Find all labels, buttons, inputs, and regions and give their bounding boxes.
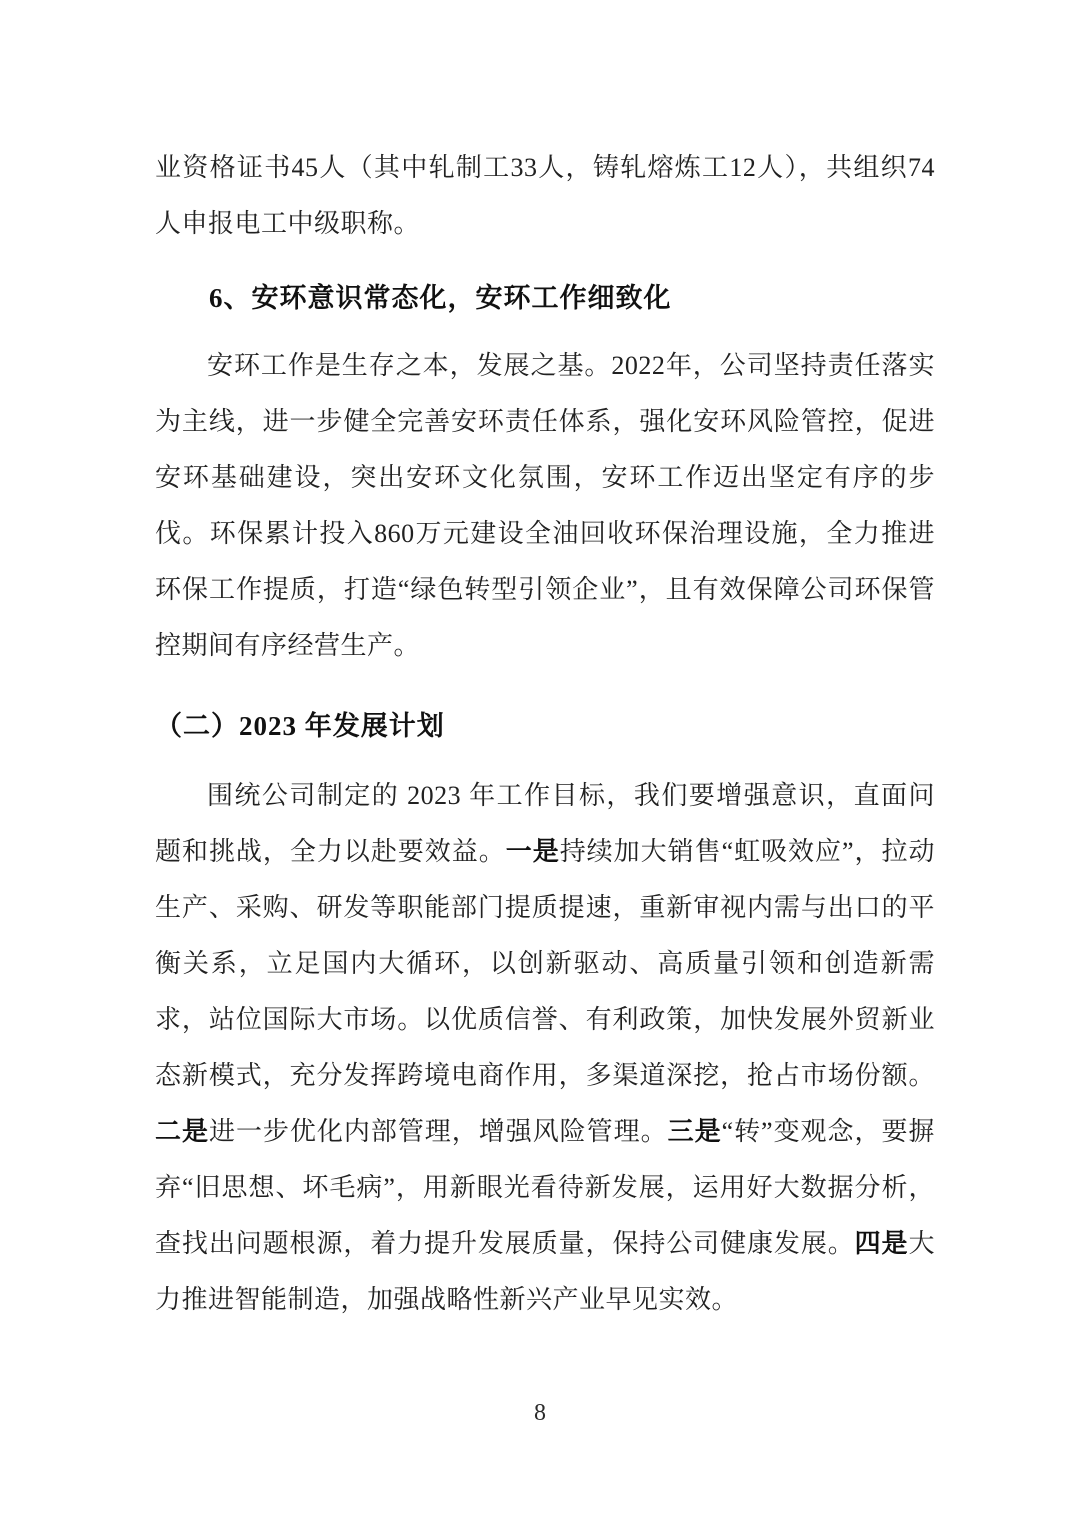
text-run: “转”变观念，要摒弃“旧思想、坏毛病”，用新眼光看待新发展，运用好大数据分析，查找出问题根源，着力提升发展质量，保持公司健康发展。 bbox=[155, 1117, 935, 1258]
paragraph-2023-plan bbox=[155, 768, 935, 1328]
heading-2023-plan: （二）2023 年发展计划 bbox=[155, 711, 445, 741]
paragraph-safety-environment: 安环工作是生存之本，发展之基。2022年，公司坚持责任落实为主线，进一步健全完善安环责任体系，强化安环风险管控，促进安环基础建设，突出安环文化氛围，安环工作迈出坚定有序的步伐。环保累计投入860万元建设全油回收环保治理设施，全力推进环保工作提质，打造“绿色转型引领企业”，且有效保障公司环保管控期间有序经营生产。 bbox=[155, 351, 935, 660]
paragraph-continuation: 业资格证书45人（其中轧制工33人，铸轧熔炼工12人），共组织74人申报电工中级职称。 bbox=[155, 153, 935, 238]
page-number: 8 bbox=[534, 1400, 546, 1426]
text-run: 进一步优化内部管理，增强风险管理。 bbox=[208, 1117, 668, 1146]
text-run: 围统公司制定的 2023 年工作目标，我们要增强意识，直面问题和挑战，全力以赴要效益。 bbox=[155, 781, 935, 866]
emphasis-run: 三是 bbox=[667, 1117, 722, 1146]
heading-section-6: 6、安环意识常态化，安环工作细致化 bbox=[209, 283, 672, 313]
emphasis-run: 一是 bbox=[505, 837, 560, 866]
text-run: 大力推进智能制造，加强战略性新兴产业早见实效。 bbox=[155, 1229, 935, 1314]
page-footer bbox=[0, 1398, 1080, 1428]
emphasis-run: 二是 bbox=[155, 1117, 209, 1146]
emphasis-run: 四是 bbox=[854, 1229, 909, 1258]
text-run: 持续加大销售“虹吸效应”，拉动生产、采购、研发等职能部门提质提速，重新审视内需与出口的平衡关系，立足国内大循环，以创新驱动、高质量引领和创造新需求，站位国际大市场。以优质信誉、有利政策，加快发展外贸新业态新模式，充分发挥跨境电商作用，多渠道深挖，抢占市场份额。 bbox=[155, 837, 935, 1090]
